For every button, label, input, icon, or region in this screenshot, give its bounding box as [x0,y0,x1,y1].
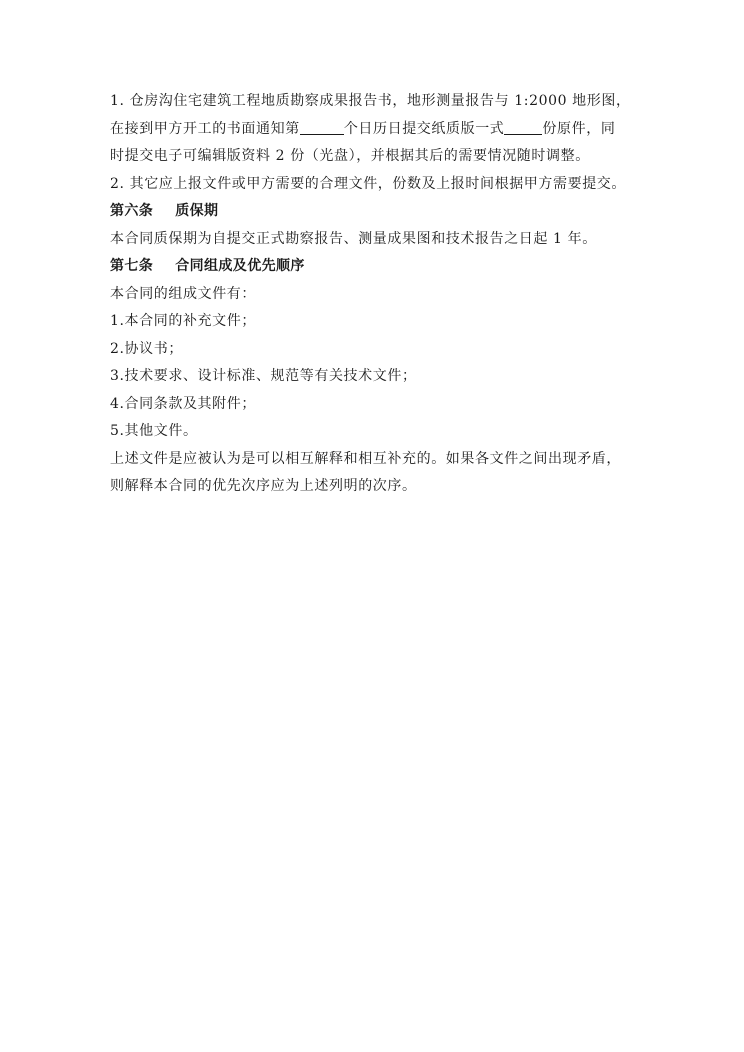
para1-line2-part-c: 份原件，同 [542,120,616,137]
section6-title: 质保期 [175,203,219,219]
para1-line3: 时提交电子可编辑版资料 2 份（光盘），并根据其后的需要情况随时调整。 [110,148,590,164]
section6-body: 本合同质保期为自提交正式勘察报告、测量成果图和技术报告之日起 1 年。 [110,230,597,247]
document-page [110,88,640,501]
section7-closing-line1: 上述文件是应被认为是可以相互解释和相互补充的。如果各文件之间出现矛盾， [110,450,621,467]
blank-days-field [300,118,344,135]
section7-intro: 本合同的组成文件有： [110,285,256,302]
section7-title: 合同组成及优先顺序 [175,258,305,274]
blank-copies-field [504,118,542,135]
section7-heading [110,253,640,281]
list-item: 1.本合同的补充文件； [110,313,256,329]
para1-line1: 1. 仓房沟住宅建筑工程地质勘察成果报告书，地形测量报告与 1:2000 地形图， [110,93,631,109]
list-item: 3.技术要求、设计标准、规范等有关技术文件； [110,368,417,384]
list-item: 2.协议书； [110,340,183,357]
para2: 2. 其它应上报文件或甲方需要的合理文件，份数及上报时间根据甲方需要提交。 [110,175,627,192]
list-item: 4.合同条款及其附件； [110,395,256,412]
section6-heading [110,198,640,226]
section6-number: 第六条 [110,203,154,219]
para1-line2 [110,116,640,144]
para1-line2-part-b: 个日历日提交纸质版一式 [343,120,505,137]
list-item: 5.其他文件。 [110,423,198,439]
para1-line2-part-a: 在接到甲方开工的书面通知第 [110,120,300,137]
section7-closing-line2: 则解释本合同的优先次序应为上述列明的次序。 [110,478,417,494]
section7-number: 第七条 [110,258,154,274]
